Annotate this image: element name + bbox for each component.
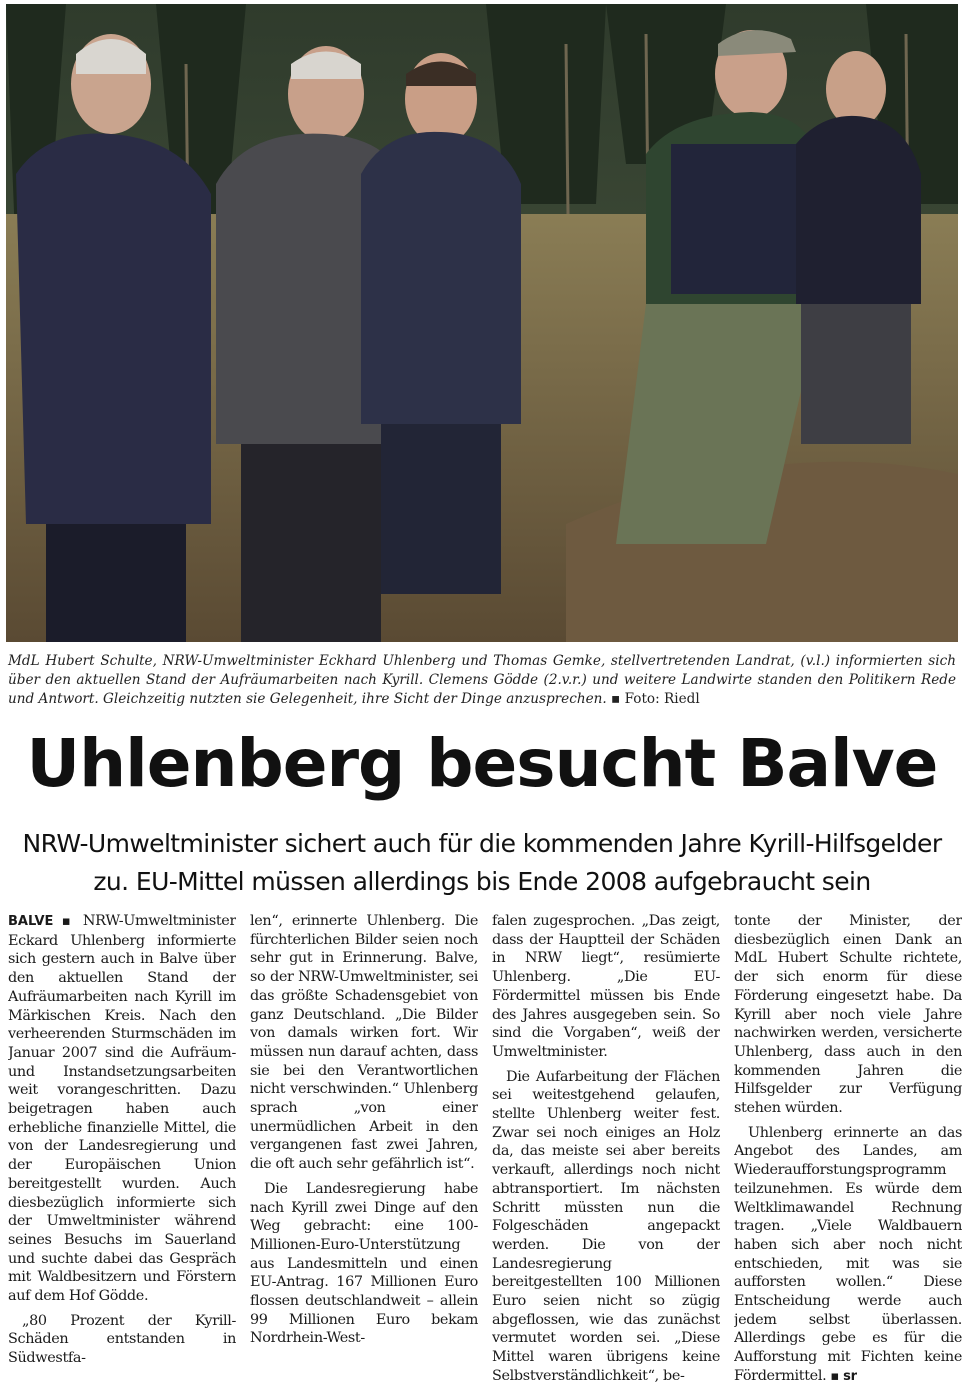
paragraph: Die Aufarbeitung der Flächen sei weitestgehend gelaufen, stellte Uhlenberg weiter fest. Zwar sei noch einiges an Holz da, das meiste sei aber bereits verkauft, allerdings noch nicht abtransportiert. Im nächsten Schritt müssten nun die Folgeschäden angepackt werden. Die von der Landesregierung bereitgestellten 100 Millionen Euro seien nicht so zügig abgeflossen, wie das zunächst vermutet worden sei. „Diese Mittel waren übrigens keine Selbstverständlichkeit“, be- [492,1068,720,1384]
article-body [8,912,962,1392]
headline: Uhlenberg besucht Balve [26,725,938,802]
article-column-3 [492,912,720,1390]
caption-text: MdL Hubert Schulte, NRW-Umweltminister Eckhard Uhlenberg und Thomas Gemke, stellvertretenden Landrat, (v.l.) informierten sich über den aktuellen Stand der Aufräumarbeiten nach Kyrill. Clemens Gödde (2.v.r.) und weitere Landwirte standen den Politikern Rede und Antwort. Gleichzeitig nutzten sie Gelegenheit, ihre Sicht der Dinge anzusprechen. [8,653,956,707]
paragraph-text: NRW-Umweltminister Eckard Uhlenberg informierte sich gestern auch in Balve über den aktuellen Stand der Aufräumarbeiten nach Kyrill im Märkischen Kreis. Nach den verheerenden Sturmschäden im Januar 2007 sind die Aufräum- und Instandsetzungsarbeiten weit vorangeschritten. Dazu beigetragen haben auch erhebliche finanzielle Mittel, die von der Landesregierung und der Europäischen Union bereitgestellt wurden. Auch diesbezüglich informierte sich der Umweltminister während seines Besuchs im Sauerland und suchte dabei das Gespräch mit Waldbesitzern und Förstern auf dem Hof Gödde. [8,913,236,1305]
photo-credit: ▪ Foto: Riedl [611,691,700,707]
forest-meeting-photo-icon [6,4,958,642]
subheadline-line-1: NRW-Umweltminister sichert auch für die kommenden Jahre Kyrill-Hilfsgelder [22,829,942,858]
paragraph-text: Uhlenberg erinnerte an das Angebot des Landes, am Wiederaufforstungsprogramm teilzunehmen. Es würde dem Weltklimawandel Rechnung tragen. „Viele Waldbauern haben sich aber noch nicht entschieden, mit was sie aufforsten wollen.“ Diese Entscheidung werde auch jedem selbst überlassen. Allerdings gebe es für die Aufforstung mit Fichten keine Fördermittel. [734,1124,962,1384]
article-photo [6,4,958,642]
paragraph: falen zugesprochen. „Das zeigt, dass der Hauptteil der Schäden in NRW liegt“, resümierte Uhlenberg. „Die EU-Fördermittel müssen bis Ende des Jahres ausgegeben sein. So sind die Vorgaben“, weiß der Umweltminister. [492,913,720,1060]
paragraph: Die Landesregierung habe nach Kyrill zwei Dinge auf den Weg gebracht: eine 100-Millionen-Euro-Unterstützung aus Landesmitteln und einen EU-Antrag. 167 Millionen Euro flossen deutschlandweit – allein 99 Millionen Euro bekam Nordrhein-West- [250,1180,478,1347]
photo-caption [8,652,956,709]
paragraph [8,912,236,1306]
article-column-1 [8,912,236,1390]
dateline: BALVE ▪ [8,914,75,929]
paragraph: tonte der Minister, der diesbezüglich einen Dank an MdL Hubert Schulte richtete, der sich enorm für diese Förderung eingesetzt habe. Da Kyrill aber noch viele Jahre nachwirken werden, versicherte Uhlenberg, dass auch in den kommenden Jahren die Hilfsgelder zur Verfügung stehen würden. [734,913,962,1117]
author-signature: ▪ sr [830,1368,857,1384]
paragraph: „80 Prozent der Kyrill-Schäden entstanden in Südwestfa- [8,1312,236,1367]
article-column-2 [250,912,478,1390]
paragraph: len“, erinnerte Uhlenberg. Die fürchterlichen Bilder seien noch sehr gut in Erinnerung. Balve, so der NRW-Umweltminister, sei das größte Schadensgebiet von ganz Deutschland. „Die Bilder von damals wirken fort. Wir müssen nun darauf achten, dass sie bei den Verantwortlichen nicht verschwinden.“ Uhlenberg sprach „von einer unermüdlichen Arbeit in den vergangenen fast zwei Jahren, die oft auch sehr gefährlich ist“. [250,913,478,1173]
subheadline-line-2: zu. EU-Mittel müssen allerdings bis Ende 2008 aufgebraucht sein [93,867,871,896]
article-column-4 [734,912,962,1390]
paragraph [734,1124,962,1387]
